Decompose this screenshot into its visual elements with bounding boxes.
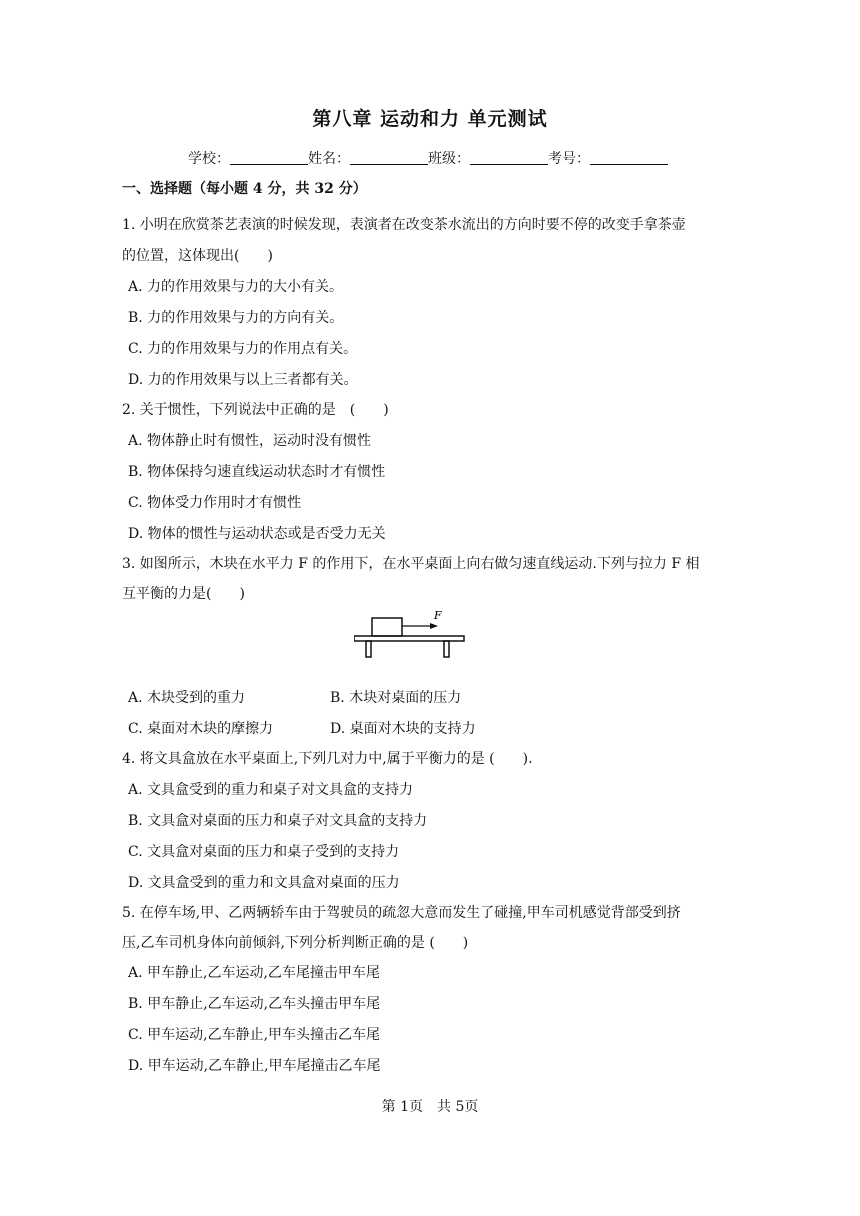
student-info-line [188,148,668,168]
q2-option-b: B. 物体保持匀速直线运动状态时才有惯性 [128,464,386,480]
q5-option-d: D. 甲车运动,乙车静止,甲车尾撞击乙车尾 [128,1058,381,1074]
q2-stem: 2. 关于惯性，下列说法中正确的是 ( ) [122,402,389,418]
q1-stem-line2: 的位置，这体现出( ) [122,248,273,264]
q4-stem: 4. 将文具盒放在水平桌面上,下列几对力中,属于平衡力的是 ( ). [122,751,533,767]
q3-option-b: B. 木块对桌面的压力 [330,690,462,706]
class-blank [470,150,548,165]
q1-option-a: A. 力的作用效果与力的大小有关。 [128,279,344,295]
number-blank [590,150,668,165]
q1-stem-line1: 1. 小明在欣赏茶艺表演的时候发现，表演者在改变茶水流出的方向时要不停的改变手拿茶壶 [122,217,686,233]
q4-option-d: D. 文具盒受到的重力和文具盒对桌面的压力 [128,875,400,891]
q4-option-a: A. 文具盒受到的重力和桌子对文具盒的支持力 [128,782,414,798]
page-title: 第八章 运动和力 单元测试 [312,108,548,130]
q5-stem-line2: 压,乙车司机身体向前倾斜,下列分析判断正确的是 ( ) [122,935,469,951]
force-label: F [434,609,442,622]
wood-block [372,618,402,636]
q5-option-c: C. 甲车运动,乙车静止,甲车头撞击乙车尾 [128,1027,381,1043]
q2-option-c: C. 物体受力作用时才有惯性 [128,495,302,511]
q5-option-b: B. 甲车静止,乙车运动,乙车头撞击甲车尾 [128,996,381,1012]
q3-stem-line2: 互平衡的力是( ) [122,586,245,602]
name-label: 姓名： [308,151,350,167]
number-label: 考号： [548,151,590,167]
q3-option-d: D. 桌面对木块的支持力 [330,721,476,737]
block-on-table-figure [354,604,466,660]
class-label: 班级： [428,151,470,167]
q2-option-a: A. 物体静止时有惯性，运动时没有惯性 [128,433,372,449]
q3-stem-line1: 3. 如图所示，木块在水平力 F 的作用下，在水平桌面上向右做匀速直线运动.下列与拉力 F 相 [122,556,700,572]
q2-option-d: D. 物体的惯性与运动状态或是否受力无关 [128,526,386,542]
q1-option-c: C. 力的作用效果与力的作用点有关。 [128,341,358,357]
q4-option-b: B. 文具盒对桌面的压力和桌子对文具盒的支持力 [128,813,428,829]
q4-option-c: C. 文具盒对桌面的压力和桌子受到的支持力 [128,844,400,860]
q3-option-c: C. 桌面对木块的摩擦力 [128,721,274,737]
q5-option-a: A. 甲车静止,乙车运动,乙车尾撞击甲车尾 [128,965,380,981]
table-leg-left [366,641,371,657]
q3-option-a: A. 木块受到的重力 [128,690,246,706]
q5-stem-line1: 5. 在停车场,甲、乙两辆轿车由于驾驶员的疏忽大意而发生了碰撞,甲车司机感觉背部受到挤 [122,905,681,921]
table-leg-right [444,641,449,657]
section-heading: 一、选择题（每小题 4 分，共 32 分） [122,181,367,197]
q1-option-d: D. 力的作用效果与以上三者都有关。 [128,372,358,388]
school-blank [230,150,308,165]
name-blank [350,150,428,165]
q1-option-b: B. 力的作用效果与力的方向有关。 [128,310,344,326]
force-arrow-head [430,623,438,629]
page-footer: 第 1页 共 5页 [381,1099,479,1115]
school-label: 学校： [188,151,230,167]
